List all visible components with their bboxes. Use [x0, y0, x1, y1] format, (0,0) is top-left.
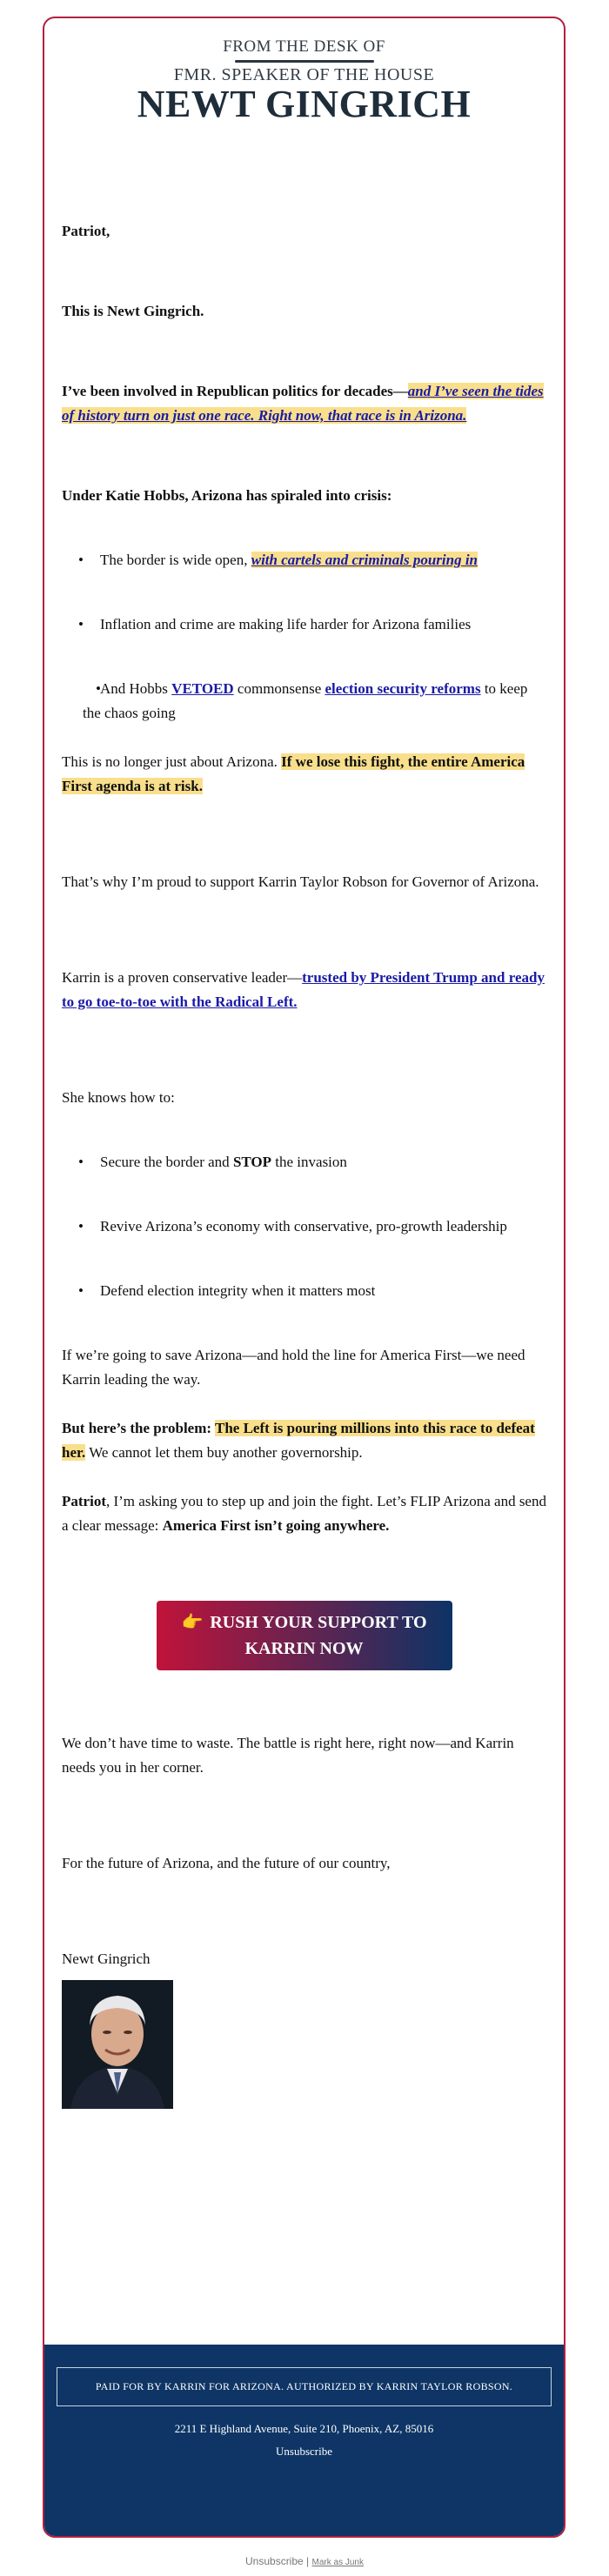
- masthead-line-title: FMR. SPEAKER OF THE HOUSE: [173, 65, 435, 84]
- vetoed-link[interactable]: VETOED: [171, 680, 234, 697]
- knows-item-border-stop: STOP: [232, 1154, 272, 1170]
- crisis-heading: Under Katie Hobbs, Arizona has spiraled into crisis:: [62, 487, 392, 504]
- paragraph-ask-bold: America First isn’t going anywhere.: [162, 1517, 390, 1534]
- cartels-link[interactable]: with cartels and criminals pouring in: [251, 552, 478, 568]
- crisis-item-veto-text-c: to keep the chaos going: [83, 680, 528, 721]
- paragraph-politics-text: I’ve been involved in Republican politics for decades—: [62, 383, 408, 399]
- rush-support-button[interactable]: [157, 1601, 452, 1670]
- paragraph-problem-text: We cannot let them buy another governorship.: [85, 1444, 363, 1461]
- paragraph-karrin-leader: [62, 966, 546, 1014]
- crisis-item-veto-text-a: And Hobbs: [100, 680, 172, 697]
- email-frame: [43, 17, 566, 2538]
- crisis-item-veto: [62, 677, 546, 726]
- paragraph-no-time: We don’t have time to waste. The battle is right here, right now—and Karrin needs you in her corner.: [62, 1735, 514, 1776]
- knows-item-border-text-c: the invasion: [271, 1154, 347, 1170]
- masthead-name: NEWT GINGRICH: [137, 83, 472, 125]
- election-security-link[interactable]: election security reforms: [325, 680, 481, 697]
- outer-unsubscribe-bar: [0, 2555, 609, 2567]
- knows-item-economy: • Revive Arizona’s economy with conservative, pro-growth leadership: [62, 1214, 546, 1239]
- paragraph-at-risk: [62, 750, 546, 799]
- paragraph-at-risk-text: This is no longer just about Arizona.: [62, 753, 282, 770]
- portrait-icon: [62, 1980, 173, 2109]
- email-body: [44, 219, 564, 2109]
- newt-gingrich-photo: [62, 1980, 173, 2109]
- masthead: [44, 37, 564, 124]
- masthead-divider: [235, 60, 374, 63]
- signature-name: Newt Gingrich: [62, 1950, 151, 1967]
- footer: [44, 2345, 564, 2536]
- paragraph-support: That’s why I’m proud to support Karrin Taylor Robson for Governor of Arizona.: [62, 873, 539, 890]
- rush-support-button-label: RUSH YOUR SUPPORT TO KARRIN NOW: [210, 1613, 427, 1658]
- crisis-item-veto-text-b: commonsense: [233, 680, 325, 697]
- paragraph-ask-patriot: Patriot: [62, 1493, 106, 1509]
- crisis-item-inflation: • Inflation and crime are making life harder for Arizona families: [62, 612, 546, 637]
- knows-item-border: [62, 1150, 546, 1174]
- trusted-by-trump-link[interactable]: trusted by President Trump and ready to go toe-to-toe with the Radical Left.: [62, 969, 545, 1010]
- greeting: Patriot,: [62, 223, 110, 239]
- pointing-hand-icon: 👉: [181, 1613, 204, 1632]
- paragraph-save-arizona: If we’re going to save Arizona—and hold the line for America First—we need Karrin leading the way.: [62, 1347, 525, 1388]
- knows-heading: She knows how to:: [62, 1089, 175, 1106]
- outer-unsubscribe-link[interactable]: Unsubscribe: [245, 2555, 304, 2567]
- knows-item-election: • Defend election integrity when it matters most: [62, 1279, 546, 1303]
- paragraph-problem: [62, 1416, 546, 1465]
- crisis-item-border: [62, 548, 546, 572]
- paragraph-problem-highlight: The Left is pouring millions into this race to defeat her.: [62, 1420, 535, 1461]
- paragraph-politics: [62, 379, 546, 428]
- crisis-item-border-text: The border is wide open,: [100, 552, 251, 568]
- paid-for-disclaimer: PAID FOR BY KARRIN FOR ARIZONA. AUTHORIZED BY KARRIN TAYLOR ROBSON.: [57, 2367, 552, 2406]
- outer-separator: |: [306, 2555, 310, 2567]
- paragraph-at-risk-bold: If we lose this fight, the entire America First agenda is at risk.: [62, 753, 525, 794]
- paragraph-karrin-leader-text: Karrin is a proven conservative leader—: [62, 969, 303, 986]
- mark-as-junk-link[interactable]: Mark as Junk: [311, 2558, 364, 2567]
- footer-unsubscribe-link[interactable]: Unsubscribe: [276, 2445, 332, 2458]
- paragraph-ask-text: , I’m asking you to step up and join the fight. Let’s FLIP Arizona and send a clear message:: [62, 1493, 546, 1534]
- cta-wrapper: [62, 1601, 546, 1670]
- paragraph-ask: [62, 1489, 546, 1538]
- intro-line: This is Newt Gingrich.: [62, 303, 204, 319]
- history-link[interactable]: and I’ve seen the tides of history turn on just one race. Right now, that race is in Arizona.: [62, 383, 544, 424]
- knows-item-border-text-a: Secure the border and: [100, 1154, 233, 1170]
- footer-address: 2211 E Highland Avenue, Suite 210, Phoenix, AZ, 85016: [174, 2422, 434, 2435]
- closing-line: For the future of Arizona, and the future of our country,: [62, 1855, 391, 1871]
- masthead-line-from-desk: FROM THE DESK OF: [223, 37, 385, 56]
- paragraph-problem-bold: But here’s the problem:: [62, 1420, 215, 1436]
